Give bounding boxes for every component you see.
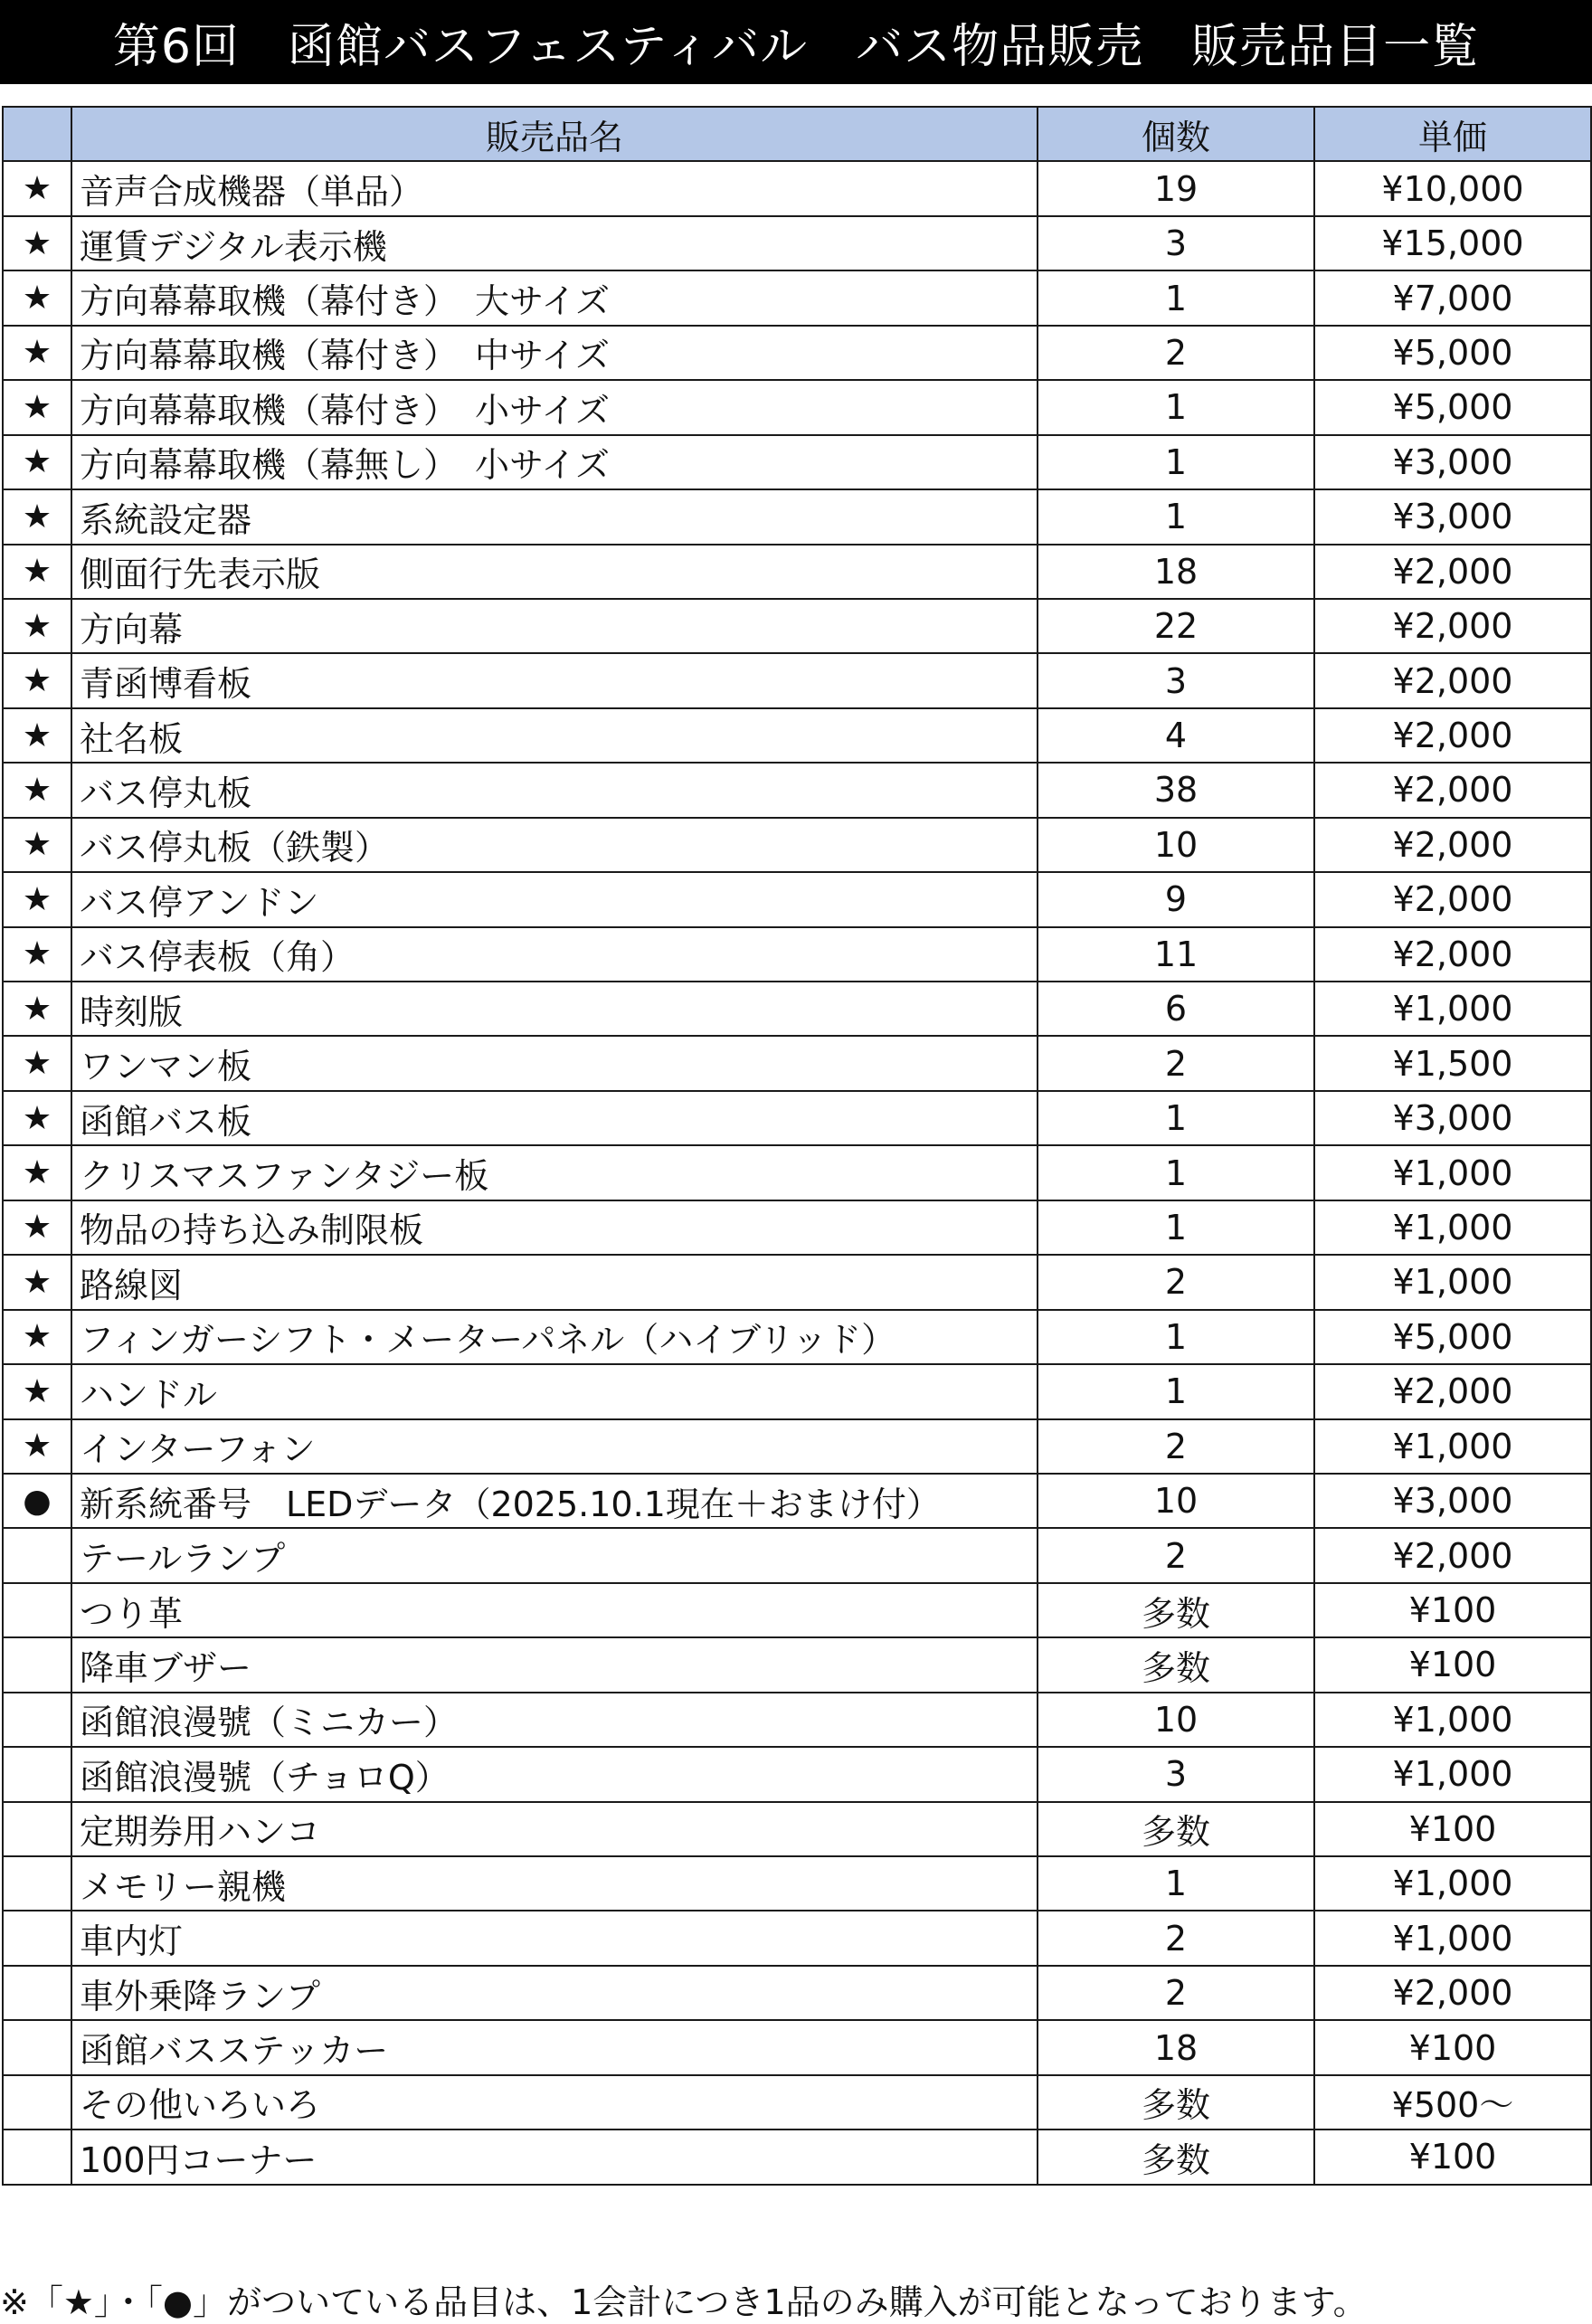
- row-mark: ★: [3, 927, 71, 982]
- row-mark: [3, 2130, 71, 2184]
- item-quantity: 2: [1038, 326, 1314, 380]
- item-quantity: 4: [1038, 708, 1314, 763]
- item-name: 方向幕幕取機（幕無し） 小サイズ: [71, 435, 1038, 489]
- item-quantity: 1: [1038, 380, 1314, 434]
- item-unit-price: ¥10,000: [1314, 161, 1591, 215]
- row-mark: [3, 1802, 71, 1856]
- item-unit-price: ¥1,000: [1314, 1693, 1591, 1747]
- item-unit-price: ¥1,500: [1314, 1036, 1591, 1090]
- table-row: [3, 380, 1591, 434]
- table-row: [3, 1145, 1591, 1200]
- table-row: [3, 1255, 1591, 1309]
- table-header-row: [3, 107, 1591, 161]
- table-row: [3, 1200, 1591, 1255]
- table-row: [3, 161, 1591, 215]
- row-mark: [3, 1583, 71, 1637]
- item-name: 函館バス板: [71, 1091, 1038, 1145]
- row-mark: ★: [3, 1255, 71, 1309]
- table-body: [3, 161, 1591, 2184]
- item-unit-price: ¥2,000: [1314, 872, 1591, 926]
- item-unit-price: ¥5,000: [1314, 326, 1591, 380]
- table-row: [3, 2020, 1591, 2074]
- item-unit-price: ¥2,000: [1314, 708, 1591, 763]
- item-name: 方向幕: [71, 599, 1038, 653]
- sales-items-table: [2, 106, 1592, 2186]
- item-quantity: 3: [1038, 216, 1314, 270]
- item-quantity: 10: [1038, 1474, 1314, 1528]
- item-name: 方向幕幕取機（幕付き） 小サイズ: [71, 380, 1038, 434]
- table-row: [3, 2130, 1591, 2184]
- sales-items-table-wrapper: [0, 106, 1592, 2186]
- header-mark-cell: [3, 107, 71, 161]
- item-name: 音声合成機器（単品）: [71, 161, 1038, 215]
- item-quantity: 22: [1038, 599, 1314, 653]
- item-unit-price: ¥100: [1314, 1637, 1591, 1692]
- item-unit-price: ¥2,000: [1314, 653, 1591, 707]
- item-name: インターフォン: [71, 1419, 1038, 1474]
- table-row: [3, 1802, 1591, 1856]
- row-mark: [3, 1856, 71, 1911]
- row-mark: ★: [3, 763, 71, 817]
- row-mark: ★: [3, 982, 71, 1036]
- item-name: 100円コーナー: [71, 2130, 1038, 2184]
- item-name: 時刻版: [71, 982, 1038, 1036]
- item-unit-price: ¥2,000: [1314, 1528, 1591, 1582]
- item-name: メモリー親機: [71, 1856, 1038, 1911]
- table-row: [3, 982, 1591, 1036]
- item-quantity: 1: [1038, 435, 1314, 489]
- page-title: 第6回 函館バスフェスティバル バス物品販売 販売品目一覧: [0, 0, 1592, 84]
- table-row: [3, 1747, 1591, 1801]
- item-name: 運賃デジタル表示機: [71, 216, 1038, 270]
- item-quantity: 2: [1038, 1255, 1314, 1309]
- item-name: 路線図: [71, 1255, 1038, 1309]
- row-mark: [3, 1528, 71, 1582]
- item-quantity: 2: [1038, 1419, 1314, 1474]
- row-mark: [3, 2020, 71, 2074]
- item-name: 新系統番号 LEDデータ（2025.10.1現在＋おまけ付）: [71, 1474, 1038, 1528]
- row-mark: ★: [3, 216, 71, 270]
- item-name: 車外乗降ランプ: [71, 1966, 1038, 2020]
- row-mark: ★: [3, 326, 71, 380]
- item-unit-price: ¥1,000: [1314, 1911, 1591, 1965]
- header-quantity: 個数: [1038, 107, 1314, 161]
- item-name: 定期券用ハンコ: [71, 1802, 1038, 1856]
- row-mark: ★: [3, 270, 71, 325]
- table-row: [3, 599, 1591, 653]
- table-row: [3, 489, 1591, 544]
- item-quantity: 1: [1038, 1200, 1314, 1255]
- row-mark: ★: [3, 818, 71, 872]
- table-row: [3, 1911, 1591, 1965]
- table-row: [3, 1966, 1591, 2020]
- table-row: [3, 653, 1591, 707]
- table-row: [3, 1419, 1591, 1474]
- table-row: [3, 1091, 1591, 1145]
- item-quantity: 2: [1038, 1911, 1314, 1965]
- item-name: バス停アンドン: [71, 872, 1038, 926]
- row-mark: [3, 1911, 71, 1965]
- item-unit-price: ¥1,000: [1314, 1200, 1591, 1255]
- table-row: [3, 1583, 1591, 1637]
- item-unit-price: ¥3,000: [1314, 1091, 1591, 1145]
- item-unit-price: ¥2,000: [1314, 599, 1591, 653]
- row-mark: ★: [3, 708, 71, 763]
- item-quantity: 2: [1038, 1036, 1314, 1090]
- table-row: [3, 818, 1591, 872]
- item-unit-price: ¥5,000: [1314, 1310, 1591, 1364]
- item-name: バス停丸板（鉄製）: [71, 818, 1038, 872]
- item-unit-price: ¥1,000: [1314, 1856, 1591, 1911]
- item-unit-price: ¥1,000: [1314, 1145, 1591, 1200]
- item-name: フィンガーシフト・メーターパネル（ハイブリッド）: [71, 1310, 1038, 1364]
- item-unit-price: ¥15,000: [1314, 216, 1591, 270]
- item-unit-price: ¥2,000: [1314, 927, 1591, 982]
- item-unit-price: ¥100: [1314, 2020, 1591, 2074]
- item-quantity: 1: [1038, 1091, 1314, 1145]
- item-unit-price: ¥2,000: [1314, 763, 1591, 817]
- row-mark: ★: [3, 872, 71, 926]
- table-row: [3, 1036, 1591, 1090]
- item-quantity: 38: [1038, 763, 1314, 817]
- item-unit-price: ¥2,000: [1314, 545, 1591, 599]
- item-unit-price: ¥3,000: [1314, 489, 1591, 544]
- item-quantity: 多数: [1038, 2075, 1314, 2130]
- item-quantity: 1: [1038, 270, 1314, 325]
- item-name: 社名板: [71, 708, 1038, 763]
- item-quantity: 10: [1038, 1693, 1314, 1747]
- row-mark: ★: [3, 380, 71, 434]
- item-quantity: 多数: [1038, 1583, 1314, 1637]
- item-quantity: 1: [1038, 1856, 1314, 1911]
- row-mark: [3, 1693, 71, 1747]
- item-quantity: 3: [1038, 653, 1314, 707]
- row-mark: ★: [3, 599, 71, 653]
- item-name: ワンマン板: [71, 1036, 1038, 1090]
- item-name: バス停表板（角）: [71, 927, 1038, 982]
- item-name: その他いろいろ: [71, 2075, 1038, 2130]
- item-quantity: 18: [1038, 2020, 1314, 2074]
- item-name: ハンドル: [71, 1364, 1038, 1418]
- item-unit-price: ¥100: [1314, 1583, 1591, 1637]
- row-mark: [3, 1637, 71, 1692]
- item-name: 函館浪漫號（チョロQ）: [71, 1747, 1038, 1801]
- item-quantity: 1: [1038, 1145, 1314, 1200]
- item-name: 函館バスステッカー: [71, 2020, 1038, 2074]
- row-mark: [3, 2075, 71, 2130]
- table-row: [3, 872, 1591, 926]
- item-unit-price: ¥3,000: [1314, 435, 1591, 489]
- item-unit-price: ¥7,000: [1314, 270, 1591, 325]
- row-mark: ★: [3, 653, 71, 707]
- item-unit-price: ¥1,000: [1314, 1419, 1591, 1474]
- item-unit-price: ¥3,000: [1314, 1474, 1591, 1528]
- table-row: [3, 1474, 1591, 1528]
- item-name: 方向幕幕取機（幕付き） 大サイズ: [71, 270, 1038, 325]
- table-row: [3, 2075, 1591, 2130]
- row-mark: ★: [3, 1419, 71, 1474]
- item-name: 方向幕幕取機（幕付き） 中サイズ: [71, 326, 1038, 380]
- item-unit-price: ¥100: [1314, 1802, 1591, 1856]
- item-name: 車内灯: [71, 1911, 1038, 1965]
- item-quantity: 多数: [1038, 1802, 1314, 1856]
- item-quantity: 多数: [1038, 1637, 1314, 1692]
- row-mark: ★: [3, 1145, 71, 1200]
- item-name: 函館浪漫號（ミニカー）: [71, 1693, 1038, 1747]
- table-row: [3, 270, 1591, 325]
- table-row: [3, 1364, 1591, 1418]
- row-mark: ★: [3, 1036, 71, 1090]
- table-row: [3, 1310, 1591, 1364]
- footnote: ※「★」・「●」がついている品目は、1会計につき1品のみ購入が可能となっております。: [0, 2282, 1368, 2322]
- table-row: [3, 545, 1591, 599]
- item-quantity: 1: [1038, 1364, 1314, 1418]
- item-quantity: 10: [1038, 818, 1314, 872]
- item-name: つり革: [71, 1583, 1038, 1637]
- row-mark: ★: [3, 1310, 71, 1364]
- item-quantity: 3: [1038, 1747, 1314, 1801]
- row-mark: ★: [3, 1364, 71, 1418]
- item-unit-price: ¥2,000: [1314, 1364, 1591, 1418]
- row-mark: ★: [3, 545, 71, 599]
- row-mark: ★: [3, 161, 71, 215]
- item-unit-price: ¥500～: [1314, 2075, 1591, 2130]
- item-quantity: 1: [1038, 1310, 1314, 1364]
- item-unit-price: ¥5,000: [1314, 380, 1591, 434]
- table-row: [3, 927, 1591, 982]
- item-name: 青函博看板: [71, 653, 1038, 707]
- row-mark: ●: [3, 1474, 71, 1528]
- header-item-name: 販売品名: [71, 107, 1038, 161]
- item-unit-price: ¥2,000: [1314, 1966, 1591, 2020]
- item-unit-price: ¥2,000: [1314, 818, 1591, 872]
- table-row: [3, 326, 1591, 380]
- item-unit-price: ¥1,000: [1314, 1255, 1591, 1309]
- item-unit-price: ¥1,000: [1314, 1747, 1591, 1801]
- item-name: バス停丸板: [71, 763, 1038, 817]
- item-unit-price: ¥100: [1314, 2130, 1591, 2184]
- item-quantity: 18: [1038, 545, 1314, 599]
- row-mark: ★: [3, 489, 71, 544]
- item-name: クリスマスファンタジー板: [71, 1145, 1038, 1200]
- row-mark: [3, 1966, 71, 2020]
- table-row: [3, 435, 1591, 489]
- item-name: 側面行先表示版: [71, 545, 1038, 599]
- item-name: テールランプ: [71, 1528, 1038, 1582]
- item-quantity: 多数: [1038, 2130, 1314, 2184]
- table-row: [3, 1856, 1591, 1911]
- header-unit-price: 単価: [1314, 107, 1591, 161]
- row-mark: [3, 1747, 71, 1801]
- item-quantity: 11: [1038, 927, 1314, 982]
- item-quantity: 1: [1038, 489, 1314, 544]
- item-name: 系統設定器: [71, 489, 1038, 544]
- item-quantity: 9: [1038, 872, 1314, 926]
- table-row: [3, 216, 1591, 270]
- item-quantity: 6: [1038, 982, 1314, 1036]
- item-quantity: 2: [1038, 1966, 1314, 2020]
- item-quantity: 2: [1038, 1528, 1314, 1582]
- item-quantity: 19: [1038, 161, 1314, 215]
- table-row: [3, 708, 1591, 763]
- table-row: [3, 1637, 1591, 1692]
- item-name: 物品の持ち込み制限板: [71, 1200, 1038, 1255]
- table-row: [3, 1693, 1591, 1747]
- row-mark: ★: [3, 435, 71, 489]
- table-row: [3, 763, 1591, 817]
- row-mark: ★: [3, 1200, 71, 1255]
- table-row: [3, 1528, 1591, 1582]
- item-unit-price: ¥1,000: [1314, 982, 1591, 1036]
- item-name: 降車ブザー: [71, 1637, 1038, 1692]
- row-mark: ★: [3, 1091, 71, 1145]
